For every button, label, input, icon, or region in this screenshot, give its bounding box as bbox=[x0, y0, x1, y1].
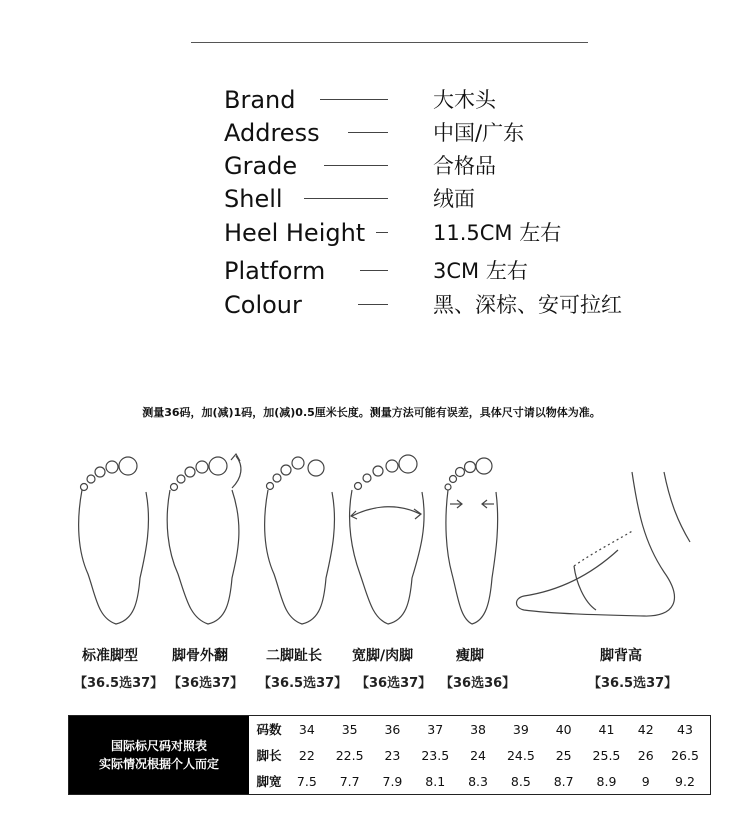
table-cell: 24 bbox=[470, 747, 486, 763]
spec-dash bbox=[320, 99, 388, 100]
table-cell: 9 bbox=[641, 773, 650, 789]
spec-row-heel-height bbox=[0, 217, 743, 249]
spec-row-grade bbox=[0, 150, 743, 182]
table-cell: 41 bbox=[598, 721, 615, 737]
foot-type-name: 瘦脚 bbox=[456, 648, 484, 664]
foot-wide-illustration bbox=[346, 452, 430, 630]
table-cell: 39 bbox=[512, 721, 529, 737]
spec-value: 中国/广东 bbox=[433, 121, 525, 145]
foot-type-tip: 【36选37】 bbox=[356, 676, 432, 691]
table-cell: 34 bbox=[298, 721, 315, 737]
size-chart-subtitle: 实际情况根据个人而定 bbox=[98, 757, 219, 771]
size-chart-title-panel bbox=[69, 716, 249, 794]
table-cell: 43 bbox=[677, 721, 693, 737]
table-cell: 22.5 bbox=[335, 747, 364, 763]
foot-type-name: 宽脚/肉脚 bbox=[352, 648, 414, 664]
size-chart-title: 国际标尺码对照表 bbox=[110, 739, 207, 753]
table-cell: 42 bbox=[637, 721, 654, 737]
foot-long-second-toe-illustration bbox=[258, 452, 344, 630]
table-cell: 23 bbox=[384, 747, 401, 763]
foot-bunion-illustration bbox=[162, 448, 254, 630]
foot-type-name: 二脚趾长 bbox=[266, 648, 322, 664]
row-header: 脚宽 bbox=[256, 774, 282, 789]
foot-thin-illustration bbox=[438, 452, 506, 630]
table-cell: 23.5 bbox=[421, 747, 450, 763]
size-chart bbox=[68, 715, 711, 795]
foot-type-name: 标准脚型 bbox=[82, 648, 138, 664]
table-cell: 8.9 bbox=[596, 773, 617, 789]
table-cell: 8.1 bbox=[425, 773, 446, 789]
spec-row-brand bbox=[0, 84, 743, 116]
spec-row-address bbox=[0, 117, 743, 149]
table-cell: 7.9 bbox=[382, 773, 403, 789]
row-header: 码数 bbox=[256, 722, 282, 737]
table-cell: 25.5 bbox=[592, 747, 621, 763]
spec-value: 大木头 bbox=[433, 88, 496, 112]
table-cell: 36 bbox=[384, 721, 401, 737]
top-divider bbox=[191, 42, 588, 43]
table-cell: 7.7 bbox=[339, 773, 360, 789]
foot-type-name: 脚骨外翻 bbox=[172, 648, 228, 664]
foot-type-tip: 【36.5选37】 bbox=[74, 676, 164, 691]
table-cell: 37 bbox=[427, 721, 444, 737]
spec-label: Address bbox=[224, 119, 320, 147]
spec-value: 11.5CM 左右 bbox=[433, 221, 562, 245]
row-header: 脚长 bbox=[256, 748, 282, 763]
spec-dash bbox=[324, 165, 388, 166]
measurement-note: 测量36码，加(减)1码，加(减)0.5厘米长度。测量方法可能有误差，具体尺寸请以物体为准。 bbox=[142, 406, 601, 419]
spec-label: Platform bbox=[224, 257, 326, 285]
table-cell: 40 bbox=[555, 721, 572, 737]
spec-value: 3CM 左右 bbox=[433, 259, 528, 283]
spec-label: Shell bbox=[224, 185, 283, 213]
spec-value: 合格品 bbox=[433, 154, 496, 178]
spec-dash bbox=[376, 232, 388, 233]
foot-type-tip: 【36选37】 bbox=[168, 676, 244, 691]
spec-label: Colour bbox=[224, 291, 302, 319]
spec-dash bbox=[358, 304, 388, 305]
table-row bbox=[249, 768, 710, 794]
table-cell: 26 bbox=[637, 747, 654, 763]
table-cell: 8.7 bbox=[553, 773, 574, 789]
foot-type-tip: 【36选36】 bbox=[440, 676, 516, 691]
table-cell: 35 bbox=[341, 721, 358, 737]
foot-type-tip: 【36.5选37】 bbox=[258, 676, 348, 691]
foot-type-tip: 【36.5选37】 bbox=[588, 676, 678, 691]
table-row bbox=[249, 716, 710, 742]
foot-type-name: 脚背高 bbox=[600, 648, 642, 664]
table-cell: 38 bbox=[470, 721, 486, 737]
table-cell: 24.5 bbox=[506, 747, 535, 763]
table-cell: 22 bbox=[298, 747, 315, 763]
spec-label: Grade bbox=[224, 152, 298, 180]
table-row bbox=[249, 742, 710, 768]
spec-dash bbox=[348, 132, 388, 133]
table-cell: 26.5 bbox=[671, 747, 699, 763]
spec-dash bbox=[360, 270, 388, 271]
foot-high-instep-illustration bbox=[514, 462, 694, 622]
spec-label: Heel Height bbox=[224, 219, 366, 247]
spec-row-platform bbox=[0, 255, 743, 287]
table-cell: 9.2 bbox=[675, 773, 695, 789]
size-table bbox=[249, 716, 710, 794]
table-cell: 25 bbox=[555, 747, 572, 763]
table-cell: 7.5 bbox=[296, 773, 317, 789]
table-cell: 8.5 bbox=[510, 773, 531, 789]
spec-label: Brand bbox=[224, 86, 296, 114]
spec-value: 绒面 bbox=[433, 187, 475, 211]
spec-dash bbox=[304, 198, 388, 199]
spec-row-colour bbox=[0, 289, 743, 321]
table-cell: 8.3 bbox=[468, 773, 488, 789]
foot-standard-illustration bbox=[72, 452, 158, 630]
spec-row-shell bbox=[0, 183, 743, 215]
spec-value: 黑、深棕、安可拉红 bbox=[433, 293, 622, 317]
